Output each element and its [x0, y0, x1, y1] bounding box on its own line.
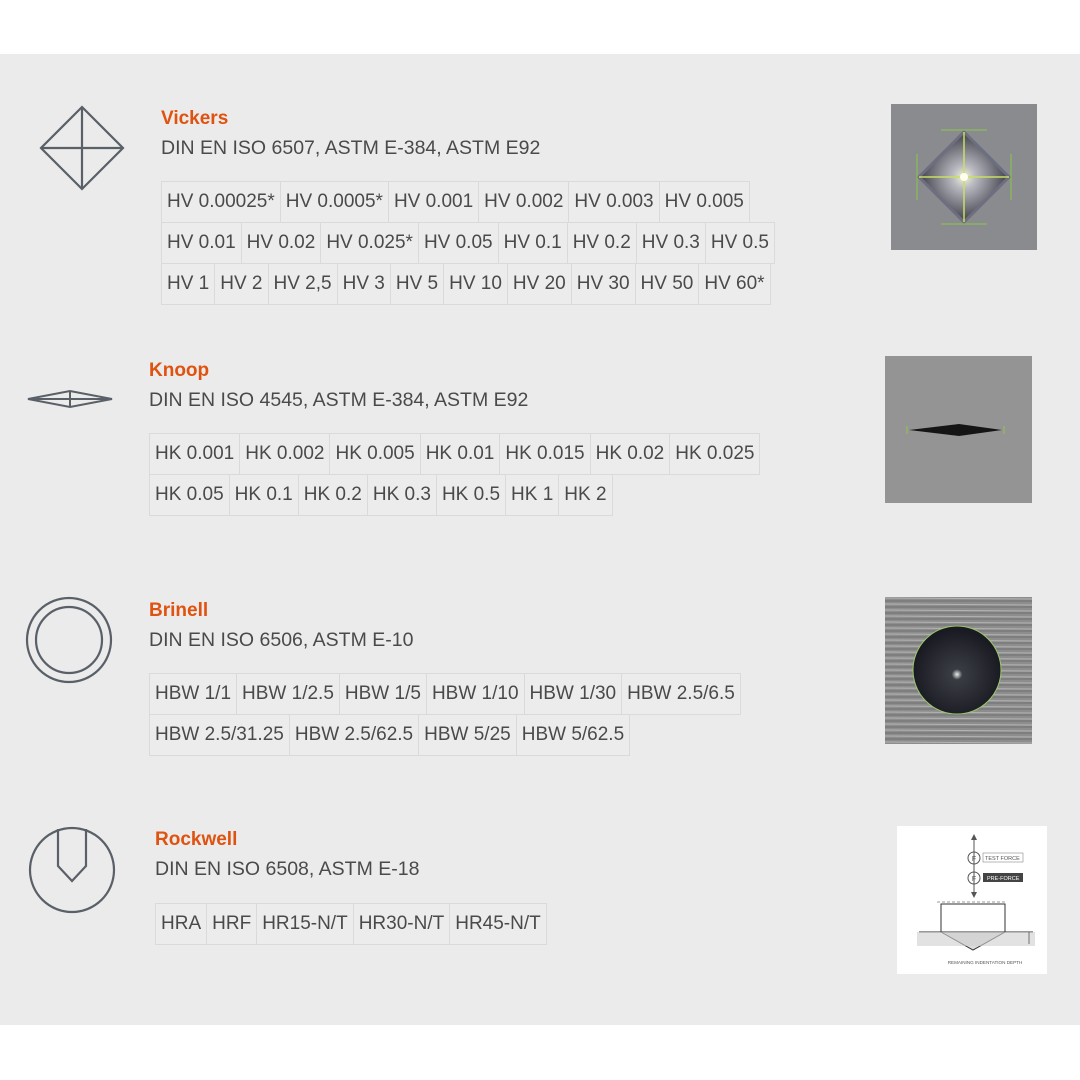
- method-title: Knoop: [149, 360, 210, 381]
- scale-row: [149, 673, 740, 714]
- elongated-rhombus-icon: [26, 388, 114, 410]
- scale-cell: HK 0.05: [149, 474, 230, 516]
- scale-cell: HBW 2.5/31.25: [149, 714, 290, 756]
- scale-cell: HV 0.0005*: [280, 181, 389, 223]
- scale-cell: HV 0.3: [636, 222, 706, 264]
- scale-cell: HK 0.5: [436, 474, 506, 516]
- scale-cell: HK 0.001: [149, 433, 240, 475]
- scale-cell: HK 0.01: [420, 433, 501, 475]
- scale-table: [149, 433, 759, 515]
- scale-cell: HV 5: [390, 263, 444, 305]
- scale-cell: HV 0.1: [498, 222, 568, 264]
- scale-cell: HV 0.05: [418, 222, 499, 264]
- scale-row: [161, 181, 774, 222]
- method-standard: DIN EN ISO 4545, ASTM E-384, ASTM E92: [149, 389, 529, 411]
- scale-cell: HR30-N/T: [353, 903, 451, 945]
- scale-table: [155, 903, 546, 944]
- brinell-indentation-image: [885, 597, 1032, 744]
- scale-cell: HBW 5/25: [418, 714, 517, 756]
- method-title: Rockwell: [155, 829, 238, 850]
- method-title: Vickers: [161, 108, 229, 129]
- scale-cell: HV 0.005: [659, 181, 750, 223]
- scale-cell: HK 2: [558, 474, 612, 516]
- method-standard: DIN EN ISO 6508, ASTM E-18: [155, 858, 420, 880]
- scale-cell: HBW 1/30: [524, 673, 623, 715]
- scale-cell: HK 0.015: [499, 433, 590, 475]
- scale-cell: HK 1: [505, 474, 559, 516]
- scale-cell: HV 10: [443, 263, 508, 305]
- scale-row: [149, 433, 759, 474]
- scale-cell: HV 0.02: [241, 222, 322, 264]
- scale-cell: HBW 1/1: [149, 673, 237, 715]
- scale-cell: HV 0.003: [568, 181, 659, 223]
- scale-cell: HV 0.01: [161, 222, 242, 264]
- scale-cell: HBW 2.5/6.5: [621, 673, 741, 715]
- scale-cell: HBW 5/62.5: [516, 714, 630, 756]
- scale-cell: HV 60*: [698, 263, 770, 305]
- scale-cell: HV 0.002: [478, 181, 569, 223]
- scale-cell: HV 0.2: [567, 222, 637, 264]
- rockwell-diagram-image: [897, 826, 1047, 974]
- scale-cell: HBW 2.5/62.5: [289, 714, 419, 756]
- scale-cell: HV 0.5: [705, 222, 775, 264]
- scale-cell: HK 0.005: [329, 433, 420, 475]
- ball-indenter-icon: [25, 596, 113, 684]
- cone-indenter-icon: [28, 826, 116, 914]
- scale-cell: HV 0.025*: [320, 222, 419, 264]
- scale-table: [149, 673, 740, 755]
- scale-cell: HV 30: [571, 263, 636, 305]
- scale-row: [161, 263, 774, 304]
- scale-cell: HK 0.3: [367, 474, 437, 516]
- scale-cell: HBW 1/5: [339, 673, 427, 715]
- scale-row: [155, 903, 546, 944]
- scale-cell: HV 0.001: [388, 181, 479, 223]
- scale-cell: HK 0.025: [669, 433, 760, 475]
- force-symbol: F: [971, 856, 977, 863]
- method-standard: DIN EN ISO 6507, ASTM E-384, ASTM E92: [161, 137, 541, 159]
- scale-cell: HK 0.2: [298, 474, 368, 516]
- scale-cell: HR15-N/T: [256, 903, 354, 945]
- pre-force-label: PRE-FORCE: [987, 876, 1020, 882]
- scale-cell: HV 50: [635, 263, 700, 305]
- scale-cell: HV 0.00025*: [161, 181, 281, 223]
- scale-cell: HRF: [206, 903, 257, 945]
- scale-cell: HBW 1/10: [426, 673, 525, 715]
- scale-cell: HV 2,5: [268, 263, 338, 305]
- scale-cell: HK 0.02: [590, 433, 671, 475]
- scale-cell: HBW 1/2.5: [236, 673, 340, 715]
- vickers-indentation-image: [891, 104, 1037, 250]
- scale-cell: HR45-N/T: [449, 903, 547, 945]
- test-force-label: TEST FORCE: [985, 856, 1020, 862]
- scale-row: [149, 474, 759, 515]
- depth-label: REMAINING INDENTATION DEPTH: [947, 960, 1023, 965]
- diamond-pyramid-icon: [38, 104, 126, 192]
- scale-row: [161, 222, 774, 263]
- scale-cell: HK 0.002: [239, 433, 330, 475]
- scale-cell: HV 1: [161, 263, 215, 305]
- scale-cell: HV 20: [507, 263, 572, 305]
- force-symbol: F: [971, 876, 977, 883]
- scale-cell: HRA: [155, 903, 207, 945]
- method-standard: DIN EN ISO 6506, ASTM E-10: [149, 629, 414, 651]
- scale-row: [149, 714, 740, 755]
- method-title: Brinell: [149, 600, 209, 621]
- scale-cell: HV 3: [337, 263, 391, 305]
- scale-cell: HK 0.1: [229, 474, 299, 516]
- scale-table: [161, 181, 774, 304]
- scale-cell: HV 2: [214, 263, 268, 305]
- knoop-indentation-image: [885, 356, 1032, 503]
